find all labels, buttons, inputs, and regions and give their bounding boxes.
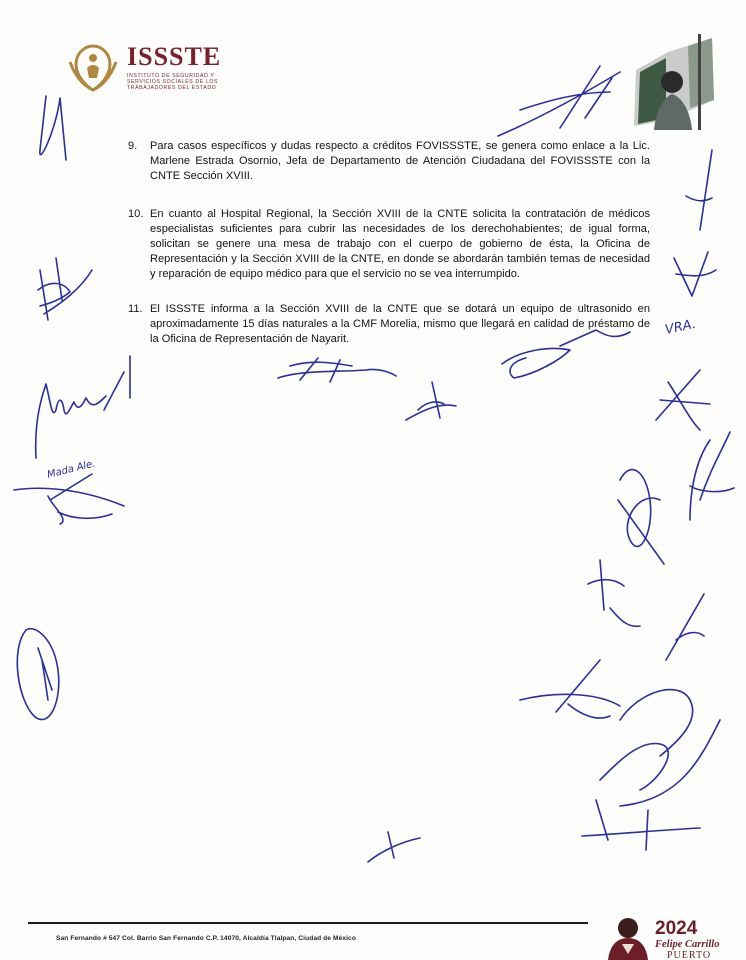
agreement-item: [128, 207, 650, 282]
agreement-item: [128, 302, 650, 347]
signature: [618, 470, 664, 564]
signature: [368, 832, 420, 862]
footer-rule: [28, 922, 588, 924]
issste-logo: [66, 42, 236, 98]
commemorative-name: Felipe Carrillo: [655, 939, 720, 950]
signature: [686, 150, 712, 230]
signature: [600, 690, 720, 806]
signature: [498, 66, 620, 136]
flag-portrait-icon: [628, 30, 718, 130]
signature: [588, 560, 640, 626]
item-number: 9.: [128, 140, 138, 152]
signature: [40, 96, 66, 160]
issste-emblem-icon: [66, 42, 120, 94]
signature-initials: VRA.: [663, 316, 698, 338]
signature: [17, 629, 58, 720]
portrait-seal-icon: [606, 914, 650, 960]
item-number: 10.: [128, 208, 144, 220]
signature: [666, 594, 704, 660]
signature: [582, 800, 700, 850]
signature: [656, 370, 710, 430]
signature: [520, 660, 620, 718]
org-name: ISSSTE: [127, 42, 222, 71]
signature: [406, 382, 456, 420]
signature: [674, 252, 716, 296]
item-text: En cuanto al Hospital Regional, la Sección XVIII de la CNTE solicita la contratación de médicos especialistas suficientes para cubrir las necesidades de los derechohabientes; de igual forma, solicitan se genere una mesa de trabajo con el cuerpo de gobierno de ésta, la Oficina de Representación y la Sección XVIII de la CNTE, en donde se abordarán también temas de necesidad y reparación de equipo médico para que el servicio no se vea interrumpido.: [150, 208, 650, 280]
signature: [36, 356, 130, 458]
agreement-item: [128, 139, 650, 184]
signature: [38, 258, 92, 320]
item-number: 11.: [128, 303, 143, 315]
signature: [690, 432, 734, 520]
commemorative-year: 2024: [655, 918, 698, 939]
item-text: Para casos específicos y dudas respecto a créditos FOVISSSTE, se genera como enlace a la Lic. Marlene Estrada Osornio, Jefa de Departamento de Atención Ciudadana del FOVISSSTE con la CNTE Sección XVIII.: [150, 140, 650, 182]
footer-address: San Fernando # 547 Col. Barrio San Fernando C.P. 14070, Alcaldía Tlalpan, Ciudad de México: [56, 935, 356, 942]
signature: [14, 474, 124, 524]
signature-name: Mada Ale.: [46, 458, 97, 481]
commemorative-name-line2: PUERTO: [667, 950, 712, 960]
org-subtitle: INSTITUTO DE SEGURIDAD Y SERVICIOS SOCIALES DE LOS TRABAJADORES DEL ESTADO: [127, 73, 219, 92]
signature: [278, 358, 396, 382]
item-text: El ISSSTE informa a la Sección XVIII de la CNTE que se dotará un equipo de ultrasonido en aproximadamente 15 días naturales a la CMF Morelia, mismo que llegará en calidad de préstamo de la Oficina de Representación de Nayarit.: [150, 303, 650, 345]
